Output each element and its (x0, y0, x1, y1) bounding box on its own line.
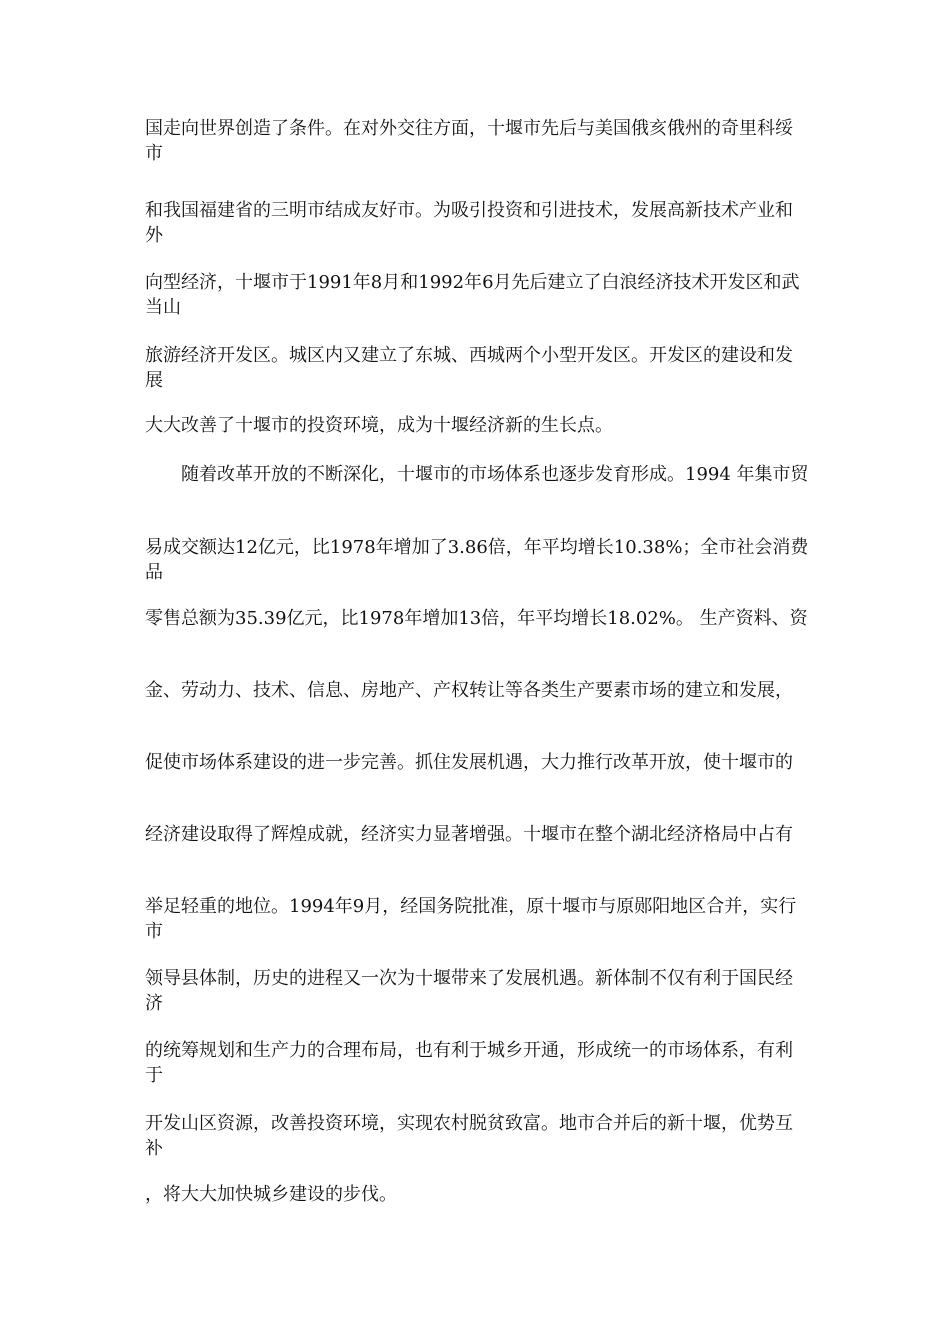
paragraph-line-9: 金、劳动力、技术、信息、房地产、产权转让等各类生产要素市场的建立和发展， (145, 680, 793, 701)
paragraph-line-16: ，将大大加快城乡建设的步伐。 (145, 1184, 397, 1205)
paragraph-line-4: 旅游经济开发区。城区内又建立了东城、西城两个小型开发区。开发区的建设和发展 (145, 345, 793, 391)
paragraph-line-2: 和我国福建省的三明市结成友好市。为吸引投资和引进技术，发展高新技术产业和外 (145, 200, 793, 246)
paragraph-line-5: 大大改善了十堰市的投资环境，成为十堰经济新的生长点。 (145, 415, 613, 436)
paragraph-line-10: 促使市场体系建设的进一步完善。抓住发展机遇，大力推行改革开放，使十堰市的 (145, 752, 793, 773)
paragraph-line-14: 的统筹规划和生产力的合理布局，也有利于城乡开通，形成统一的市场体系，有利于 (145, 1040, 793, 1086)
paragraph-line-3: 向型经济，十堰市于1991年8月和1992年6月先后建立了白浪经济技术开发区和武当山 (145, 272, 800, 318)
paragraph-line-6: 随着改革开放的不断深化，十堰市的市场体系也逐步发育形成。1994 年集市贸 (181, 464, 809, 485)
paragraph-line-1: 国走向世界创造了条件。在对外交往方面，十堰市先后与美国俄亥俄州的奇里科绥市 (145, 118, 793, 164)
paragraph-line-12: 举足轻重的地位。1994年9月，经国务院批准，原十堰市与原郧阳地区合并，实行市 (145, 896, 797, 942)
paragraph-line-8: 零售总额为35.39亿元，比1978年增加13倍，年平均增长18.02%。 生产资料、资 (145, 608, 808, 629)
paragraph-line-7: 易成交额达12亿元，比1978年增加了3.86倍，年平均增长10.38%；全市社会消费品 (145, 537, 809, 583)
paragraph-line-11: 经济建设取得了辉煌成就，经济实力显著增强。十堰市在整个湖北经济格局中占有 (145, 824, 793, 845)
paragraph-line-13: 领导县体制，历史的进程又一次为十堰带来了发展机遇。新体制不仅有利于国民经济 (145, 968, 793, 1014)
paragraph-line-15: 开发山区资源，改善投资环境，实现农村脱贫致富。地市合并后的新十堰，优势互补 (145, 1113, 793, 1159)
